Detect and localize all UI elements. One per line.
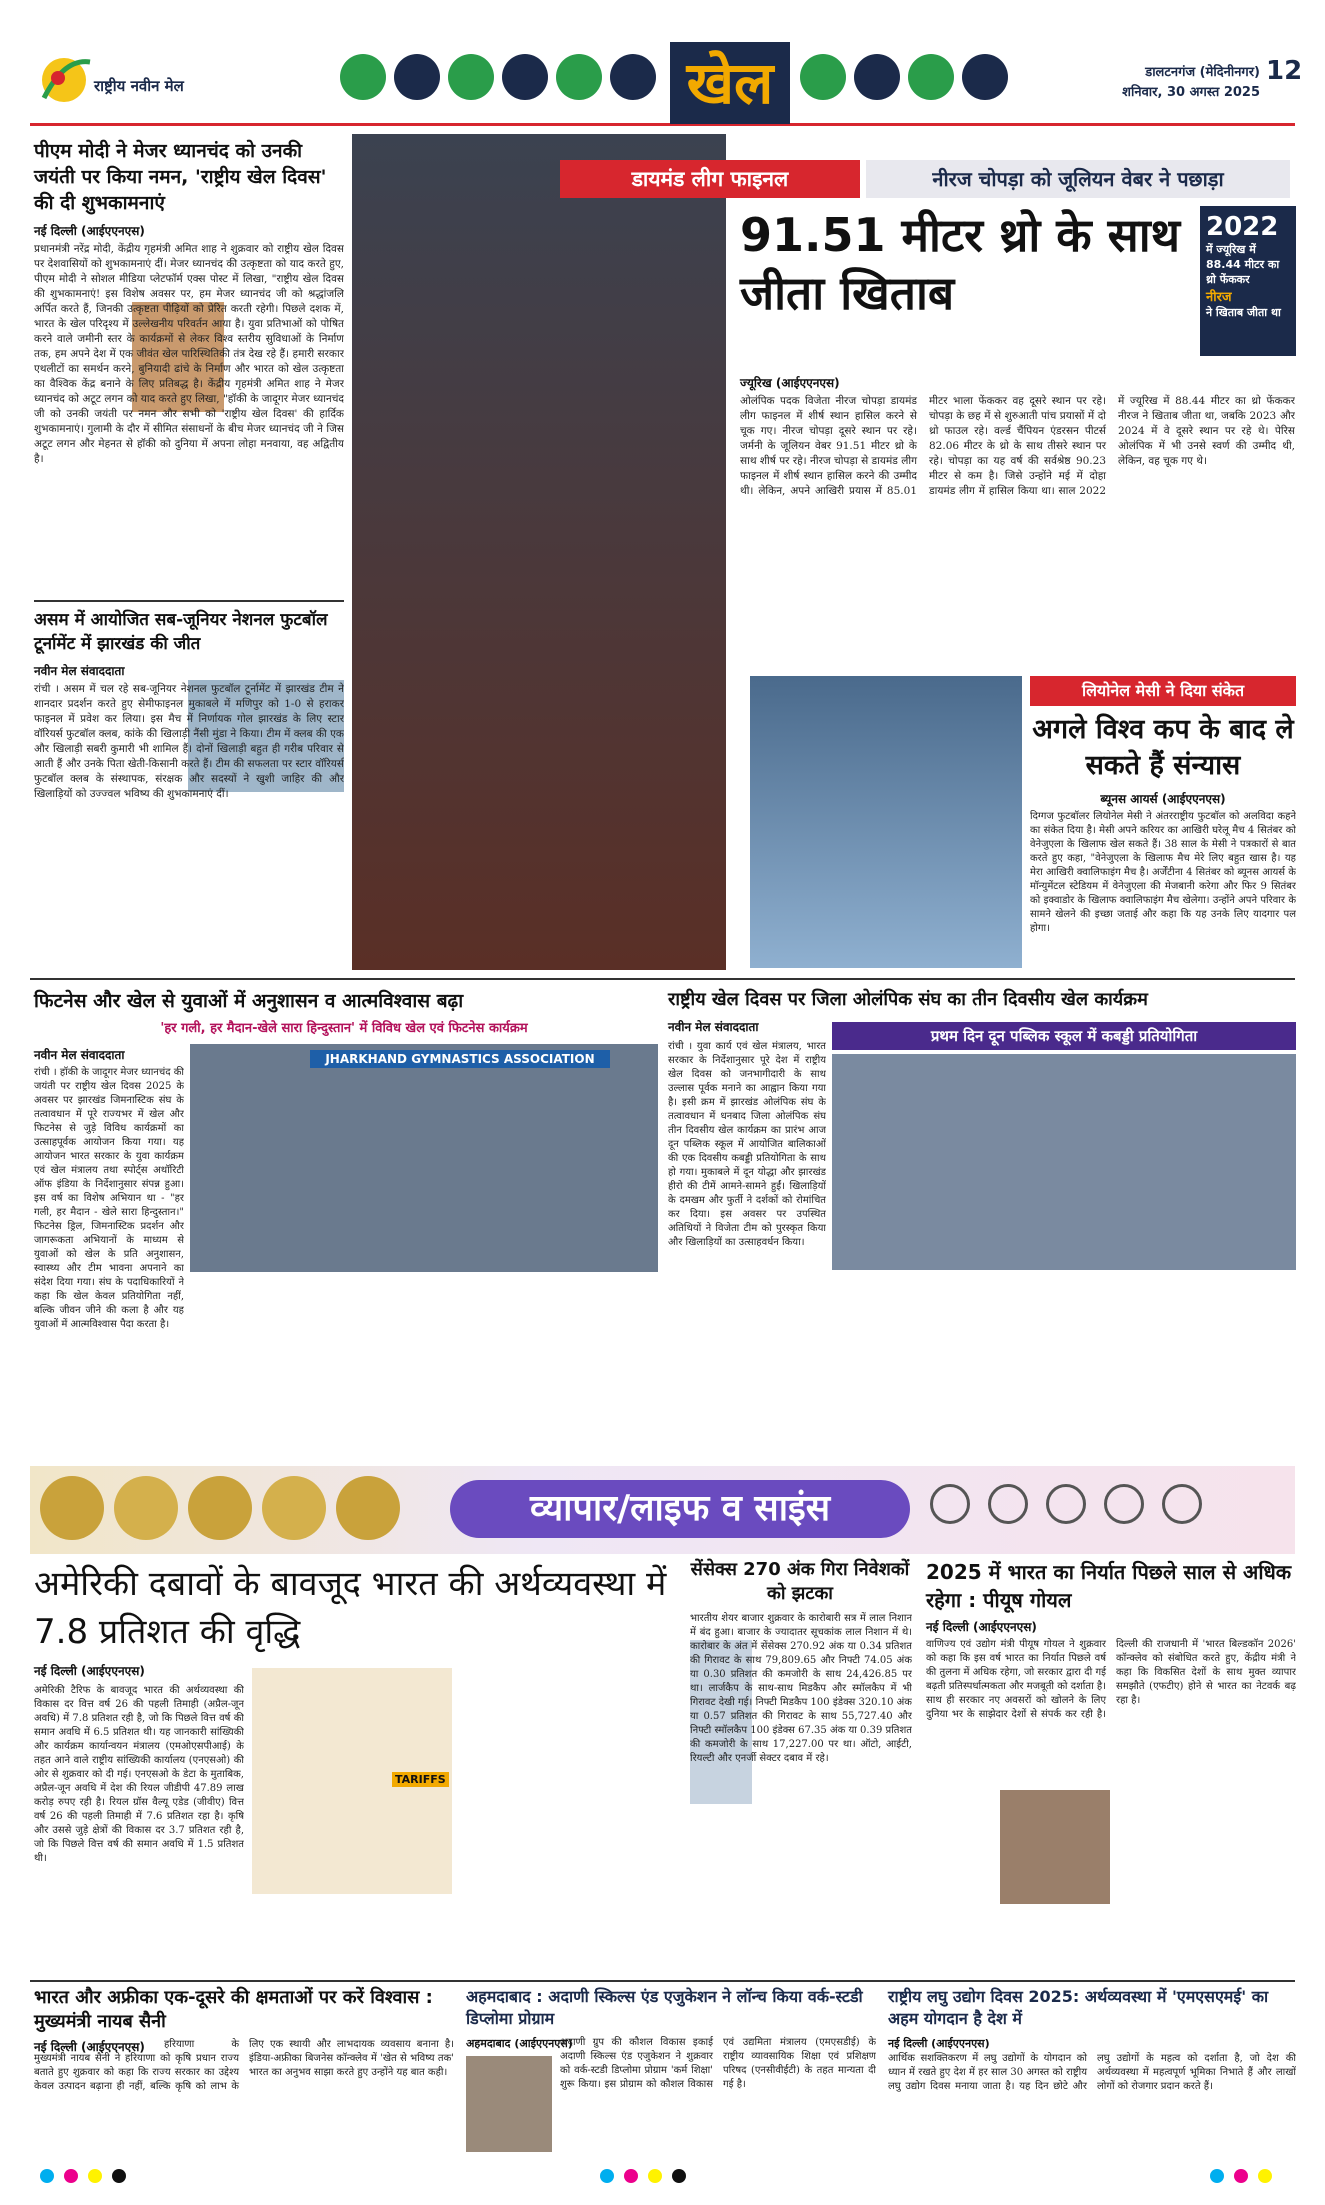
brand-name: राष्ट्रीय नवीन मेल xyxy=(94,77,184,95)
fitness-subhead: 'हर गली, हर मैदान-खेले सारा हिन्दुस्तान' में विविध खेल एवं फिटनेस कार्यक्रम xyxy=(160,1021,528,1036)
olympic-photo xyxy=(832,1054,1296,1270)
basketball-icon xyxy=(556,54,602,100)
saini-body: हरियाणा के मुख्यमंत्री नायब सैनी ने हरियाणा को कृषि प्रधान राज्य बताते हुए शुक्रवार को कहा कि राज्य सरकार का उद्देश्य केवल उत्पादन बढ़ाना ही नहीं, बल्कि कृषि को लाभ के लिए एक स्थायी और लाभदायक व्यवसाय बनाना है। इंडिया-अफ्रीका बिजनेस कॉन्क्लेव में 'खेत से भविष्य तक' भारत का अनुभव साझा करते हुए उन्होंने यह बात कही। xyxy=(34,2039,454,2092)
neeraj-photo xyxy=(352,134,726,970)
saini-headline: भारत और अफ्रीका एक-दूसरे की क्षमताओं पर करें विश्वास : मुख्यमंत्री नायब सैनी xyxy=(34,1987,433,2032)
fitness-photo xyxy=(190,1044,658,1272)
economy-byline: नई दिल्ली (आईएएनएस) xyxy=(34,1664,145,1678)
economy-body: अमेरिकी टैरिफ के बावजूद भारत की अर्थव्यवस्था की विकास दर वित्त वर्ष 26 की पहली तिमाही (अप्रैल-जून अवधि) में 7.8 प्रतिशत रही है, जो कि पिछले वित्त वर्ष की समान अवधि में 6.5 प्रतिशत थी। यह जानकारी सांख्यिकी और कार्यक्रम कार्यान्वयन मंत्रालय (एमओएसपीआई) के तहत आने वाले राष्ट्रीय सांख्यिकी कार्यालय (एनएसओ) की ओर से शुक्रवार को दी गई। एनएसओ के डेटा के मुताबिक, अप्रैल-जून अवधि में देश की रियल जीडीपी 47.89 लाख करोड़ रुपए रही है। रियल ग्रॉस वैल्यू एडेड (जीवीए) वित्त वर्ष 26 की पहली तिमाही में 7.6 प्रतिशत रहा है। कृषि और उससे जुड़े क्षेत्रों की विकास दर 3.7 प्रतिशत रही है, जो कि पिछले वित्त वर्ष की समान अवधि में 1.5 प्रतिशत थी। xyxy=(34,1685,244,1864)
export-headline: 2025 में भारत का निर्यात पिछले साल से अधिक रहेगा : पीयूष गोयल xyxy=(926,1560,1292,1612)
globe-icon xyxy=(1162,1484,1202,1524)
adani-headline: अहमदाबाद : अदाणी स्किल्स एंड एजुकेशन ने लॉन्च किया वर्क-स्टडी डिप्लोमा प्रोग्राम xyxy=(466,1987,863,2028)
hurdles-icon xyxy=(502,54,548,100)
msme-byline: नई दिल्ली (आईएएनएस) xyxy=(888,2037,990,2050)
adani-photo xyxy=(466,2056,552,2152)
factbox-year: 2022 xyxy=(1206,212,1279,242)
pm-byline: नई दिल्ली (आईएएनएस) xyxy=(34,224,145,238)
pm-body: प्रधानमंत्री नरेंद्र मोदी, केंद्रीय गृहमंत्री अमित शाह ने शुक्रवार को राष्ट्रीय खेल दिवस पर देशवासियों को शुभकामनाएं दीं। मेजर ध्यानचंद की उत्कृष्टता को याद करते हुए, पीएम मोदी ने सोशल मीडिया प्लेटफॉर्म एक्स पोस्ट में लिखा, "राष्ट्रीय खेल दिवस की शुभकामनाएं! इस विशेष अवसर पर, हम मेजर ध्यानचंद जी को श्रद्धांजलि अर्पित करते हैं, जिनकी उत्कृष्टता पीढ़ियों को प्रेरित करती रहेगी। पिछले दशक में, भारत के खेल परिदृश्य में उल्लेखनीय परिवर्तन आया है। युवा प्रतिभाओं को पोषित करने वाले जमीनी स्तर के कार्यक्रमों से लेकर विश्व स्तरीय सुविधाओं के निर्माण तक, हम अपने देश में एक जीवंत खेल पारिस्थितिकी तंत्र देख रहे हैं। हमारी सरकार एथलीटों का समर्थन करने, बुनियादी ढांचे के निर्माण और भारत को खेल उत्कृष्टता का वैश्विक केंद्र बनाने के लिए प्रतिबद्ध है। केंद्रीय गृहमंत्री अमित शाह ने मेजर ध्यानचंद को अटूट लगन को याद करते हुए लिखा, "हॉकी के जादूगर मेजर ध्यानचंद जी को उनकी जयंती पर नमन और सभी को 'राष्ट्रीय खेल दिवस' की हार्दिक शुभकामनाएं। गुलामी के दौर में सीमित संसाधनों के बीच मेजर ध्यानचंद जी ने जिस अटूट लगन और मेहनत से हॉकी को दुनिया में अपना लोहा मनवाया, वह अद्वितीय है। xyxy=(34,243,344,465)
brand-emblem-icon xyxy=(34,48,94,108)
diamond-kicker: डायमंड लीग फाइनल xyxy=(560,160,860,198)
tennis-icon xyxy=(340,54,386,100)
pm-headline: पीएम मोदी ने मेजर ध्यानचंद को उनकी जयंती पर किया नमन, 'राष्ट्रीय खेल दिवस' की दी शुभकामनाएं xyxy=(34,140,327,214)
atom-icon xyxy=(988,1484,1028,1524)
high-jump-icon xyxy=(610,54,656,100)
registration-marks-right xyxy=(1210,2168,1282,2184)
msme-headline: राष्ट्रीय लघु उद्योग दिवस 2025: अर्थव्यवस्था में 'एमएसएमई' का अहम योगदान है देश में xyxy=(888,1987,1269,2028)
export-body: वाणिज्य एवं उद्योग मंत्री पीयूष गोयल ने शुक्रवार को कहा कि इस वर्ष भारत का निर्यात पिछले वर्ष की तुलना में अधिक रहेगा, जो सरकार द्वारा दी गई बढ़ती प्रतिस्पर्धात्मकता और मजबूती को दर्शाता है। साथ ही सरकार नए अवसरों को खोलने के लिए दुनिया भर के साझेदार देशों से संपर्क कर रही है। दिल्ली की राजधानी में 'भारत बिल्डकॉन 2026' कॉन्क्लेव को संबोधित करते हुए, केंद्रीय मंत्री ने कहा कि विकसित देशों के साथ मुक्त व्यापार समझौते (एफटीए) होने से भारत का नेटवर्क बढ़ रहा है। xyxy=(926,1639,1296,1720)
adani-byline: अहमदाबाद (आईएएनएस) xyxy=(466,2037,573,2050)
messi-headline: अगले विश्व कप के बाद ले सकते हैं संन्यास xyxy=(1032,714,1294,781)
sport-icons-row xyxy=(340,54,670,110)
section-title: खेल xyxy=(670,42,790,124)
business-banner-title: व्यापार/लाइफ व साइंस xyxy=(450,1480,910,1538)
messi-kicker: लियोनेल मेसी ने दिया संकेत xyxy=(1030,676,1296,706)
business-banner xyxy=(30,1466,1295,1554)
swimming-icon xyxy=(962,54,1008,100)
sport-icons-row-right xyxy=(800,54,1040,110)
divider xyxy=(30,978,1295,980)
registration-marks-left xyxy=(40,2168,136,2184)
boxing-icon xyxy=(800,54,846,100)
olympic-banner: प्रथम दिन दून पब्लिक स्कूल में कबड्डी प्रतियोगिता xyxy=(832,1022,1296,1050)
diamond-subhead: नीरज चोपड़ा को जूलियन वेबर ने पछाड़ा xyxy=(866,160,1290,198)
diamond-byline: ज्यूरिख (आईएएनएस) xyxy=(740,376,840,390)
export-byline: नई दिल्ली (आईएएनएस) xyxy=(926,1620,1037,1634)
messi-byline: ब्यूनस आयर्स (आईएएनएस) xyxy=(1100,792,1226,806)
sensex-body: भारतीय शेयर बाजार शुक्रवार के कारोबारी सत्र में लाल निशान में बंद हुआ। बाजार के ज्यादातर सूचकांक लाल निशान में थे। कारोबार के अंत में सेंसेक्स 270.92 अंक या 0.34 प्रतिशत की गिरावट के साथ 79,809.65 और निफ्टी 74.05 अंक या 0.30 प्रतिशत की कमजोरी के साथ 24,426.85 पर था। लार्जकैप के साथ-साथ मिडकैप और स्मॉलकैप में भी गिरावट देखी गई। निफ्टी मिडकैप 100 इंडेक्स 320.10 अंक या 0.57 प्रतिशत की गिरावट के साथ 55,727.40 और निफ्टी स्मॉलकैप 100 इंडेक्स 67.35 अंक या 0.39 प्रतिशत की कमजोरी के साथ 17,227.00 पर था। ऑटो, आईटी, रियल्टी और एनर्जी सेक्टर दबाव में रहे। xyxy=(690,1613,912,1764)
coins-icon xyxy=(40,1476,420,1544)
fitness-headline: फिटनेस और खेल से युवाओं में अनुशासन व आत्मविश्वास बढ़ा xyxy=(34,990,464,1012)
msme-body: आर्थिक सशक्तिकरण में लघु उद्योगों के योगदान को ध्यान में रखते हुए देश में हर साल 30 अगस्त को राष्ट्रीय लघु उद्योग दिवस मनाया जाता है। यह दिन छोटे और लघु उद्योगों के महत्व को दर्शाता है, जो देश की अर्थव्यवस्था में महत्वपूर्ण भूमिका निभाते हैं और लाखों लोगों को रोजगार प्रदान करते हैं। xyxy=(888,2053,1296,2092)
assam-headline: असम में आयोजित सब-जूनियर नेशनल फुटबॉल टूर्नामेंट में झारखंड की जीत xyxy=(34,610,328,654)
dateline-date: शनिवार, 30 अगस्त 2025 xyxy=(1122,85,1260,100)
factbox-end: ने खिताब जीता था xyxy=(1206,306,1281,319)
diamond-body: ओलंपिक पदक विजेता नीरज चोपड़ा डायमंड लीग फाइनल में शीर्ष स्थान हासिल करने से चूक गए। नीरज चोपड़ा दूसरे स्थान पर रहे। जर्मनी के जूलियन वेबर 91.51 मीटर थ्रो के साथ शीर्ष पर रहे। नीरज चोपड़ा से डायमंड लीग फाइनल में शीर्ष स्थान हासिल करने की उम्मीद थी। लेकिन, अपने आखिरी प्रयास में 85.01 मीटर भाला फेंककर वह दूसरे स्थान पर रहे। चोपड़ा के छह में से शुरुआती पांच प्रयासों में दो थ्रो फाउल रहे। वर्ल्ड चैंपियन एंडरसन पीटर्स 82.06 मीटर के थ्रो के साथ तीसरे स्थान पर रहे। चोपड़ा का यह वर्ष की सर्वश्रेष्ठ 90.23 मीटर से कम है। जिसे उन्होंने मई में दोहा डायमंड लीग में हासिल किया था। साल 2022 में ज्यूरिख में 88.44 मीटर का थ्रो फेंककर नीरज ने खिताब जीता था, जबकि 2023 और 2024 में वे दूसरे स्थान पर रहे थे। पेरिस ओलंपिक में भी उनसे स्वर्ण की उम्मीद थी, लेकिन, वह चूक गए थे। xyxy=(740,395,1295,497)
tariffs-label: TARIFFS xyxy=(392,1772,449,1787)
science-icons xyxy=(930,1484,1280,1536)
economy-graphic xyxy=(252,1668,452,1894)
weightlifting-icon xyxy=(854,54,900,100)
olympic-headline: राष्ट्रीय खेल दिवस पर जिला ओलंपिक संघ का तीन दिवसीय खेल कार्यक्रम xyxy=(668,989,1148,1010)
registration-marks-center xyxy=(600,2168,696,2184)
sensex-headline: सेंसेक्स 270 अंक गिरा निवेशकों को झटका xyxy=(690,1559,910,1604)
economy-headline: अमेरिकी दबावों के बावजूद भारत की अर्थव्यवस्था में 7.8 प्रतिशत की वृद्धि xyxy=(34,1564,667,1652)
brand-logo xyxy=(34,48,184,114)
divider xyxy=(30,1980,1295,1982)
economy-body-continued xyxy=(460,1668,680,1974)
masthead xyxy=(30,40,1303,126)
saini-byline: नई दिल्ली (आईएएनएस) xyxy=(34,2040,145,2054)
adani-body: अदाणी ग्रुप की कौशल विकास इकाई अदाणी स्किल्स एंड एजुकेशन ने शुक्रवार को वर्क-स्टडी डिप्लोमा प्रोग्राम 'कर्म शिक्षा' शुरू किया। इस प्रोग्राम को कौशल विकास एवं उद्यमिता मंत्रालय (एमएसडीई) के राष्ट्रीय व्यावसायिक शिक्षा एवं प्रशिक्षण परिषद (एनसीवीईटी) के तहत मान्यता दी गई है। xyxy=(560,2037,876,2090)
assam-byline: नवीन मेल संवाददाता xyxy=(34,664,125,678)
microscope-icon xyxy=(930,1484,970,1524)
olympic-body: रांची । युवा कार्य एवं खेल मंत्रालय, भारत सरकार के निर्देशानुसार पूरे देश में राष्ट्रीय खेल दिवस को जनभागीदारी के साथ उल्लास पूर्वक मनाने का आह्वान किया गया है। इसी क्रम में झारखंड ओलंपिक संघ के तत्वावधान में धनबाद जिला ओलंपिक संघ तीन दिवसीय खेल कार्यक्रम का प्रारंभ आज दून पब्लिक स्कूल में आयोजित बालिकाओं की एक दिवसीय कबड्डी प्रतियोगिता के साथ हो गया। मुकाबले में दून योद्धा और झारखंड हीरो की टीमें आमने-सामने हुईं। खिलाड़ियों के दमखम और फुर्ती ने दर्शकों को रोमांचित कर दिया। इस अवसर पर उपस्थित अतिथियों ने विजेता टीम को पुरस्कृत किया और खिलाड़ियों का उत्साहवर्धन किया। xyxy=(668,1041,826,1248)
fitness-body-continued xyxy=(190,1280,658,1458)
diamond-headline: 91.51 मीटर थ्रो के साथ जीता खिताब xyxy=(740,208,1181,320)
football-icon xyxy=(448,54,494,100)
running-icon xyxy=(394,54,440,100)
page-number: 12 xyxy=(1266,56,1303,86)
divider xyxy=(34,600,344,602)
messi-body: दिग्गज फुटबॉलर लियोनेल मेसी ने अंतरराष्ट्रीय फुटबॉल को अलविदा कहने का संकेत दिया है। मेसी अपने करियर का आखिरी घरेलू मैच 4 सितंबर को वेनेजुएला के खिलाफ खेल सकते हैं। 38 साल के मेसी ने पत्रकारों से बात करते हुए कहा, "वेनेजुएला के खिलाफ मैच मेरे लिए बहुत खास है। यह मेरा आखिरी क्वालिफाइंग मैच है। अर्जेंटीना 4 सितंबर को ब्यूनस आयर्स के मॉन्युमेंटल स्टेडियम में वेनेजुएला की मेजबानी करेगा और फिर 9 सितंबर को इक्वाडोर के खिलाफ क्वालिफाइंग मैच खेलेगा। उन्होंने अपने परिवार के सामने खेलने की इच्छा जताई और कहा कि यह उनके लिए यादगार पल होगा। xyxy=(1030,811,1296,934)
cycling-icon xyxy=(908,54,954,100)
olympic-byline: नवीन मेल संवाददाता xyxy=(668,1020,759,1034)
messi-photo xyxy=(750,676,1022,968)
dateline-city: डालटनगंज (मेदिनीनगर) xyxy=(1145,65,1260,80)
diamond-factbox xyxy=(1200,206,1296,356)
fitness-body: रांची । हॉकी के जादूगर मेजर ध्यानचंद की जयंती पर राष्ट्रीय खेल दिवस 2025 के अवसर पर झारखंड जिमनास्टिक संघ के तत्वावधान में पूरे राज्यभर में खेल और फिटनेस से जुड़े विविध कार्यक्रमों का उत्साहपूर्वक आयोजन किया गया। यह आयोजन भारत सरकार के युवा कार्यक्रम एवं खेल मंत्रालय तथा स्पोर्ट्स अथॉरिटी ऑफ इंडिया के निर्देशानुसार संपन्न हुआ। इस वर्ष का विशेष अभियान था - "हर गली, हर मैदान - खेले सारा हिन्दुस्तान।" फिटनेस ड्रिल, जिमनास्टिक प्रदर्शन और जागरूकता अभियानों के माध्यम से युवाओं को खेल के प्रति अनुशासन, स्वास्थ्य और टीम भावना अपनाने का संदेश दिया गया। संघ के पदाधिकारियों ने कहा कि खेल केवल प्रतियोगिता नहीं, बल्कि जीवन जीने की कला है और यह युवाओं में आत्मविश्वास पैदा करता है। xyxy=(34,1067,184,1330)
factbox-text: में ज्यूरिख में 88.44 मीटर का थ्रो फेंककर xyxy=(1206,243,1280,286)
factbox-name: नीरज xyxy=(1206,290,1232,305)
planet-icon xyxy=(1104,1484,1144,1524)
fitness-byline: नवीन मेल संवाददाता xyxy=(34,1048,125,1062)
flask-icon xyxy=(1046,1484,1086,1524)
fitness-photo-banner: JHARKHAND GYMNASTICS ASSOCIATION xyxy=(310,1050,610,1068)
assam-body: रांची । असम में चल रहे सब-जूनियर नेशनल फुटबॉल टूर्नामेंट में झारखंड टीम ने शानदार प्रदर्शन करते हुए सेमीफाइनल मुकाबले में मणिपुर को 1-0 से हराकर फाइनल में प्रवेश कर लिया। इस मैच में निर्णायक गोल झारखंड के लिए स्टार वॉरियर्स फुटबॉल क्लब, कांके की खिलाड़ी नैंसी मुंडा ने किया। टीम में क्लब की एक और खिलाड़ी सबरी कुमारी भी शामिल हैं। दोनों खिलाड़ी बहुत ही गरीब परिवार से आती हैं और उनके पिता खेती-किसानी करते हैं। टीम की सफलता पर स्टार वॉरियर्स फुटबॉल क्लब के संस्थापक, संरक्षक और सदस्यों ने खुशी जाहिर की और खिलाड़ियों को उज्ज्वल भविष्य की शुभकामनाएं दीं। xyxy=(34,683,344,800)
